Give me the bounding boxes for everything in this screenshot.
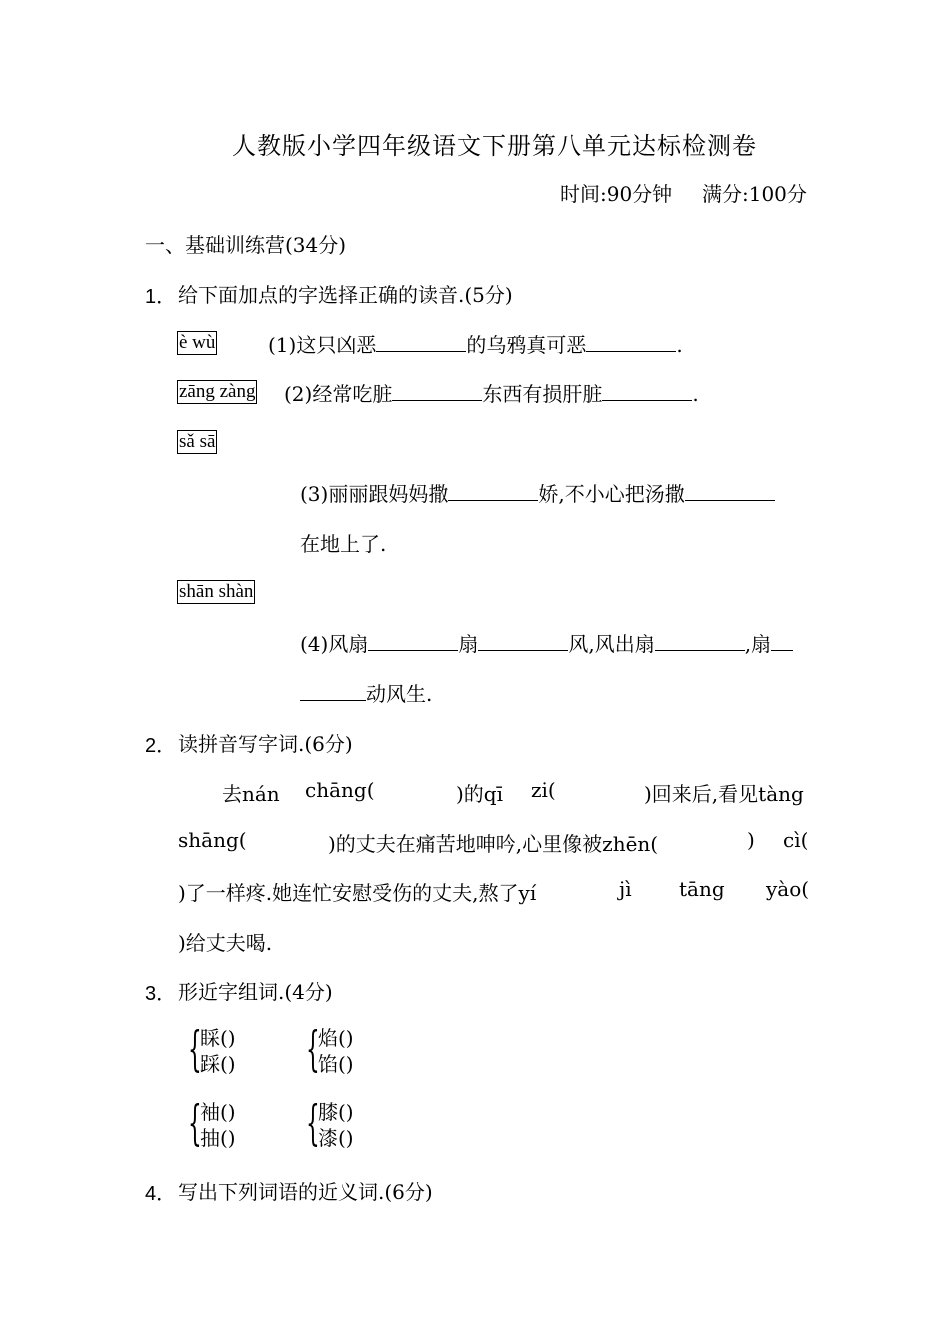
q1-item bbox=[268, 329, 683, 358]
question-text: 形近字组词.(4分) bbox=[178, 980, 333, 1004]
question-number: 3． bbox=[145, 983, 177, 1005]
char-item: 睬() bbox=[200, 1026, 236, 1050]
q1-item bbox=[300, 478, 775, 507]
q2-text: )的qī bbox=[456, 782, 504, 806]
q2-text: jì bbox=[619, 877, 632, 901]
q2-text: zi( bbox=[531, 778, 556, 802]
q2-text: cì( bbox=[783, 828, 809, 852]
brace-icon: { bbox=[188, 1021, 202, 1077]
question-number: 1． bbox=[145, 286, 177, 308]
answer-blank[interactable] bbox=[685, 482, 775, 501]
exam-time: 时间:90分钟 bbox=[560, 182, 673, 206]
item-text: 扇 bbox=[458, 632, 479, 656]
item-text: 娇,不小心把汤撒 bbox=[538, 482, 685, 506]
char-item: 膝() bbox=[318, 1100, 354, 1124]
char-item: 袖() bbox=[200, 1100, 236, 1124]
section-heading: 一、基础训练营(34分) bbox=[145, 233, 347, 257]
q2-text: 去nán bbox=[222, 782, 280, 806]
pinyin-option-box: zāng zàng bbox=[179, 381, 256, 402]
pinyin-option-box: sǎ sā bbox=[179, 431, 216, 452]
q1-item bbox=[300, 628, 793, 657]
word-group bbox=[318, 1025, 354, 1077]
word-group bbox=[200, 1099, 236, 1151]
q2-text: tāng bbox=[679, 877, 725, 901]
q2-text: )了一样疼.她连忙安慰受伤的丈夫,熬了yí bbox=[178, 881, 537, 905]
item-text: ,扇 bbox=[744, 632, 772, 656]
item-text: 风,风出扇 bbox=[568, 632, 655, 656]
pinyin-option-box: shān shàn bbox=[179, 581, 254, 602]
item-text: . bbox=[676, 333, 683, 357]
char-item: 馅() bbox=[318, 1052, 354, 1076]
item-text: . bbox=[692, 382, 699, 406]
answer-blank[interactable] bbox=[300, 682, 366, 701]
item-text: 动风生. bbox=[366, 682, 433, 706]
exam-score: 满分:100分 bbox=[702, 182, 807, 206]
item-text: (3)丽丽跟妈妈撒 bbox=[300, 482, 449, 506]
question-text: 读拼音写字词.(6分) bbox=[178, 732, 353, 756]
question-number: 2． bbox=[145, 735, 177, 757]
q2-text: chāng( bbox=[305, 778, 375, 802]
item-text: (1)这只凶恶 bbox=[268, 333, 377, 357]
answer-blank[interactable] bbox=[602, 382, 692, 401]
item-continuation: 在地上了. bbox=[300, 532, 387, 556]
question-text: 写出下列词语的近义词.(6分) bbox=[178, 1180, 433, 1204]
q2-text: shāng( bbox=[178, 828, 247, 852]
answer-blank[interactable] bbox=[448, 482, 538, 501]
item-text: 的乌鸦真可恶 bbox=[466, 333, 587, 357]
q2-text: )回来后,看见tàng bbox=[644, 782, 804, 806]
answer-blank[interactable] bbox=[655, 632, 745, 651]
question-number: 4． bbox=[145, 1183, 177, 1205]
char-item: 踩() bbox=[200, 1052, 236, 1076]
char-item: 焰() bbox=[318, 1026, 354, 1050]
q2-text: ) bbox=[747, 828, 755, 852]
question-text: 给下面加点的字选择正确的读音.(5分) bbox=[178, 283, 513, 307]
pinyin-option-box: è wù bbox=[179, 332, 216, 353]
q1-item-continuation bbox=[300, 678, 432, 707]
answer-blank[interactable] bbox=[478, 632, 568, 651]
char-item: 漆() bbox=[318, 1126, 354, 1150]
answer-blank[interactable] bbox=[368, 632, 458, 651]
page-title: 人教版小学四年级语文下册第八单元达标检测卷 bbox=[232, 132, 757, 160]
brace-icon: { bbox=[306, 1021, 320, 1077]
item-text: (4)风扇 bbox=[300, 632, 369, 656]
q2-text: )的丈夫在痛苦地呻吟,心里像被zhēn( bbox=[328, 832, 659, 856]
brace-icon: { bbox=[188, 1095, 202, 1151]
item-text: (2)经常吃脏 bbox=[284, 382, 393, 406]
q2-text: yào( bbox=[766, 877, 810, 901]
answer-blank[interactable] bbox=[392, 382, 482, 401]
word-group bbox=[318, 1099, 354, 1151]
item-text: 东西有损肝脏 bbox=[482, 382, 603, 406]
q2-text: )给丈夫喝. bbox=[178, 931, 273, 955]
word-group bbox=[200, 1025, 236, 1077]
q1-item bbox=[284, 378, 699, 407]
answer-blank[interactable] bbox=[376, 333, 466, 352]
brace-icon: { bbox=[306, 1095, 320, 1151]
answer-blank[interactable] bbox=[771, 632, 793, 651]
char-item: 抽() bbox=[200, 1126, 236, 1150]
answer-blank[interactable] bbox=[586, 333, 676, 352]
